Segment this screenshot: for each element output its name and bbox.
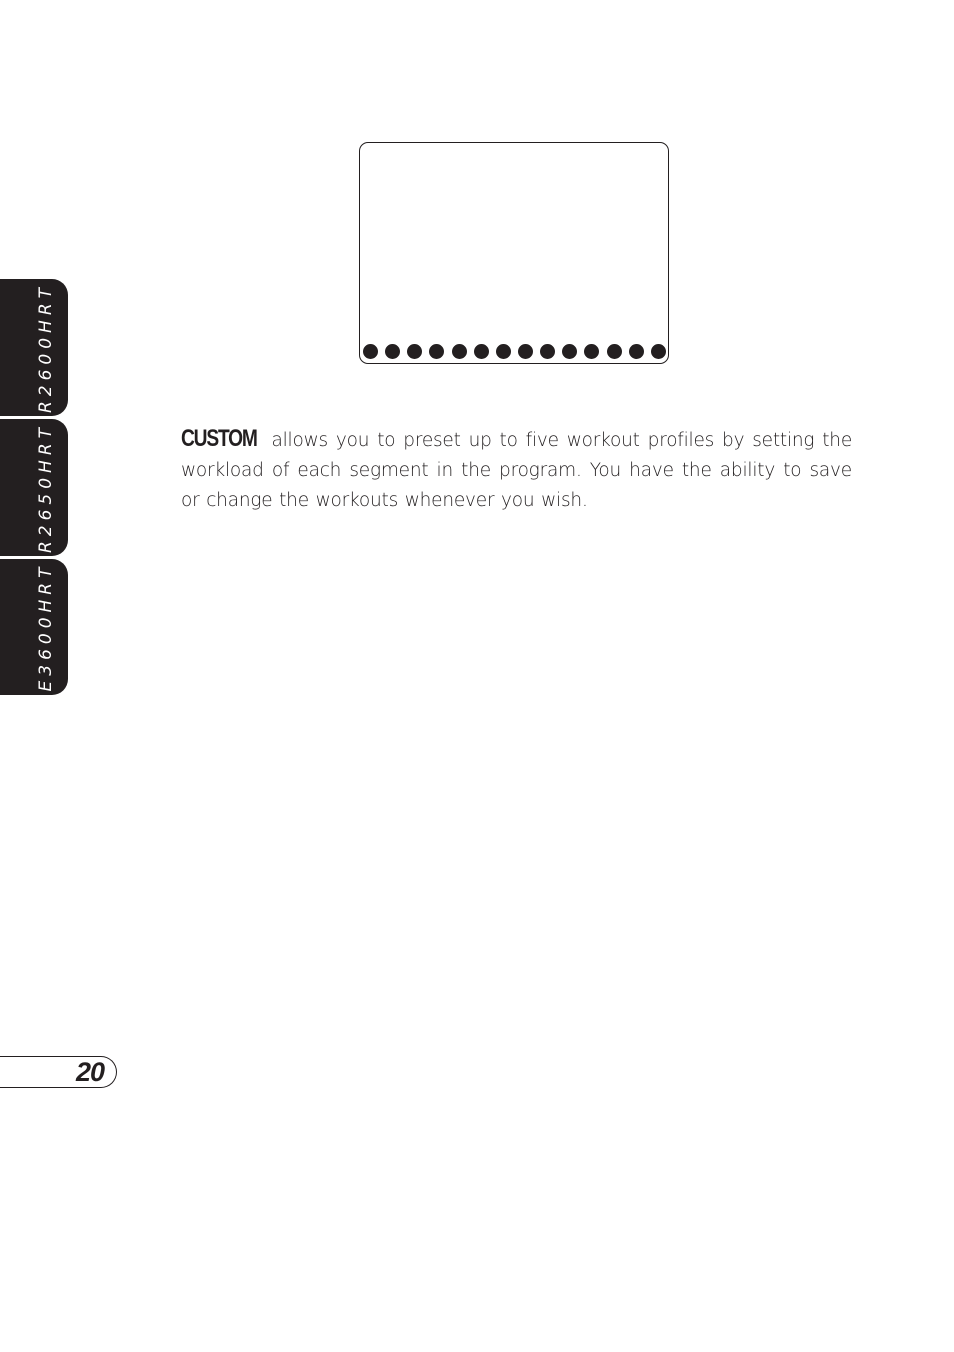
page-number: 20 <box>75 1057 104 1087</box>
model-tab-r2600hrt <box>0 279 68 416</box>
segment-dot <box>518 344 533 359</box>
segment-dot <box>562 344 577 359</box>
segment-dot <box>363 344 378 359</box>
segment-dot <box>629 344 644 359</box>
segment-dot <box>474 344 489 359</box>
model-tab-label: R2650HRT <box>36 422 56 553</box>
program-name: CUSTOM <box>181 424 257 452</box>
segment-dot <box>584 344 599 359</box>
segment-dot <box>407 344 422 359</box>
segment-dot <box>429 344 444 359</box>
program-description <box>181 424 852 516</box>
model-tab-e3600hrt <box>0 559 68 695</box>
model-tab-r2650hrt <box>0 419 68 556</box>
model-tab-label: E3600HRT <box>36 562 56 692</box>
segment-dot <box>452 344 467 359</box>
console-display-illustration <box>359 142 669 364</box>
model-tab-label: R2600HRT <box>36 282 56 413</box>
segment-dot <box>651 344 666 359</box>
segment-dot-row <box>360 344 668 360</box>
segment-dot <box>496 344 511 359</box>
segment-dot <box>385 344 400 359</box>
segment-dot <box>607 344 622 359</box>
segment-dot <box>540 344 555 359</box>
program-description-text: allows you to preset up to five workout profiles by setting the workload of each segment in the program. You have the ability to save or change the workouts whenever you wish. <box>181 429 852 511</box>
page-number-tab <box>0 1056 117 1088</box>
